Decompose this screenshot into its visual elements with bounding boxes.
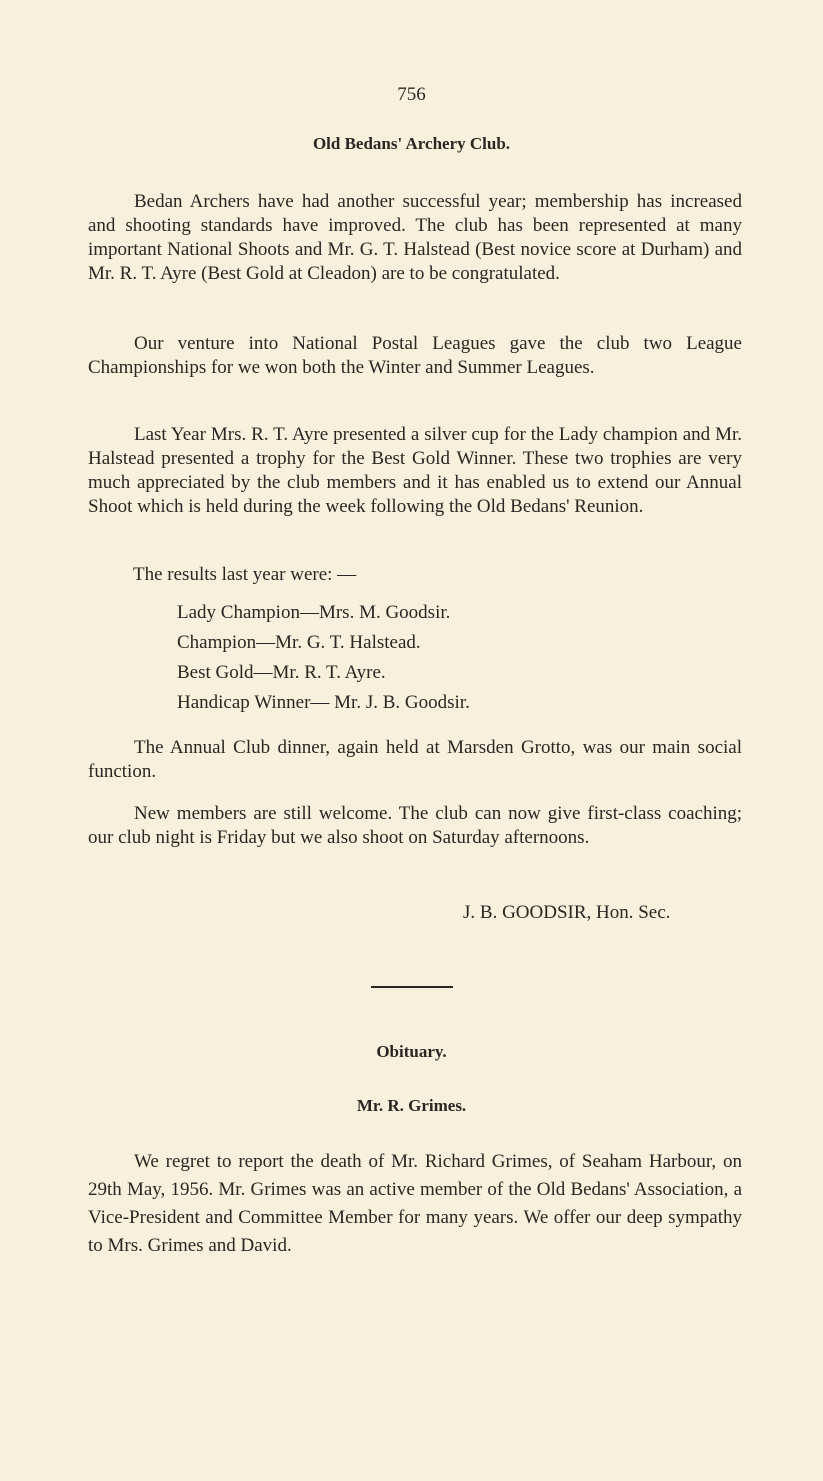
signature: J. B. GOODSIR, Hon. Sec. <box>463 902 671 923</box>
result-champion: Champion—Mr. G. T. Halstead. <box>177 632 421 653</box>
archery-paragraph-dinner: The Annual Club dinner, again held at Marsden Grotto, was our main social function. <box>88 737 742 782</box>
section-divider <box>371 986 453 988</box>
result-best-gold: Best Gold—Mr. R. T. Ayre. <box>177 662 386 683</box>
result-handicap-winner: Handicap Winner— Mr. J. B. Goodsir. <box>177 692 470 713</box>
result-lady-champion: Lady Champion—Mrs. M. Goodsir. <box>177 602 451 623</box>
archery-club-title: Old Bedans' Archery Club. <box>312 134 511 153</box>
results-list <box>177 598 470 718</box>
obituary-subtitle: Mr. R. Grimes. <box>356 1096 467 1115</box>
page-number: 756 <box>397 84 426 105</box>
results-intro: The results last year were: — <box>133 564 357 585</box>
archery-paragraph-3: Last Year Mrs. R. T. Ayre presented a silver cup for the Lady champion and Mr. Halstead presented a trophy for the Best Gold Winner. These two trophies are very much appreciated by the club members and it has enabled us to extend our Annual Shoot which is held during the week following the Old Bedans' Reunion. <box>88 424 742 517</box>
archery-paragraph-2: Our venture into National Postal Leagues gave the club two League Championships for we won both the Winter and Summer Leagues. <box>88 333 742 378</box>
archery-paragraph-members: New members are still welcome. The club can now give first-class coaching; our club night is Friday but we also shoot on Saturday afternoons. <box>88 803 742 848</box>
obituary-paragraph: We regret to report the death of Mr. Richard Grimes, of Seaham Harbour, on 29th May, 1956. Mr. Grimes was an active member of the Old Bedans' Association, a Vice-President and Committee Member for many years. We offer our deep sympathy to Mrs. Grimes and David. <box>88 1151 742 1256</box>
archery-paragraph-1: Bedan Archers have had another successful year; membership has increased and shooting standards have improved. The club has been represented at many important National Shoots and Mr. G. T. Halstead (Best novice score at Durham) and Mr. R. T. Ayre (Best Gold at Cleadon) are to be congratulated. <box>88 191 742 284</box>
obituary-title: Obituary. <box>376 1042 447 1061</box>
